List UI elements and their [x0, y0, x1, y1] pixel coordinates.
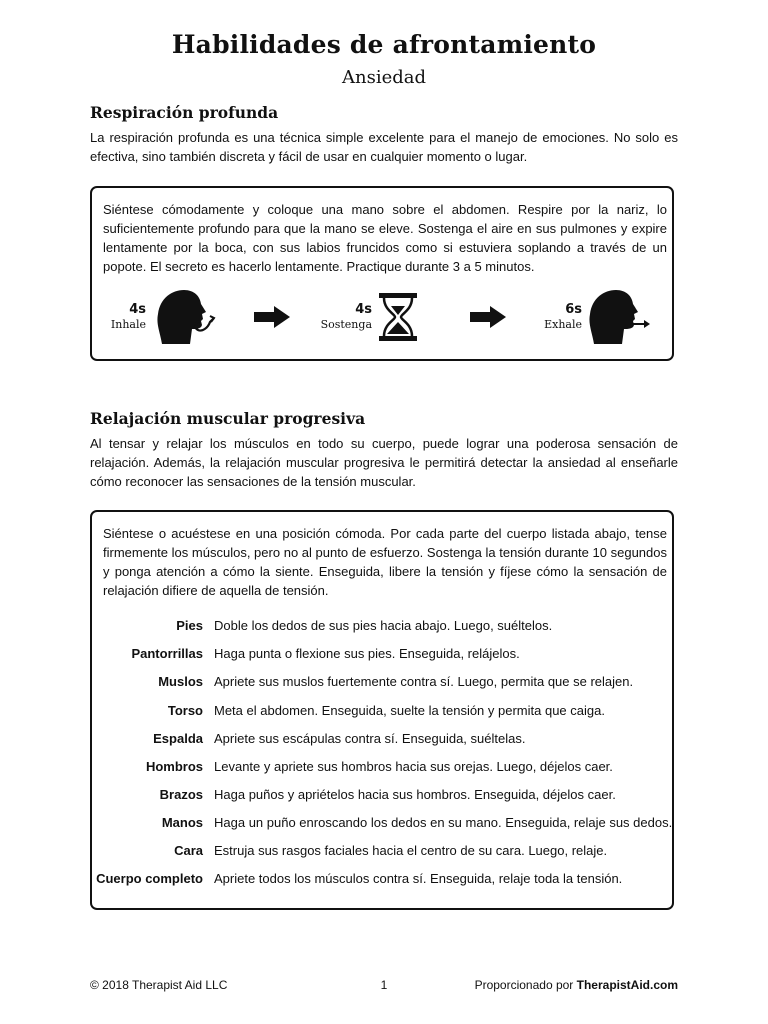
body-part: Pies [176, 618, 203, 633]
body-part-instruction: Estruja sus rasgos faciales hacia el centro de su cara. Luego, relaje. [214, 843, 608, 858]
body-part: Manos [161, 815, 203, 830]
muscle-relaxation-heading: Relajación muscular progresiva [90, 409, 366, 428]
body-part-instruction: Apriete sus muslos fuertemente contra sí. Luego, permita que se relajen. [214, 674, 634, 689]
table-row [92, 843, 676, 863]
breath-step-seconds: 4s [355, 302, 372, 317]
footer-provided-by [475, 978, 678, 992]
footer-page-number: 1 [380, 978, 388, 992]
body-part-instruction: Haga un puño enroscando los dedos en su mano. Enseguida, relaje sus dedos. [214, 815, 673, 830]
body-part-instruction: Haga punta o flexione sus pies. Enseguida, relájelos. [214, 646, 520, 661]
table-row [92, 731, 676, 751]
breath-step-label: Inhale [110, 318, 146, 331]
body-part: Espalda [153, 731, 203, 746]
body-part-instruction: Apriete sus escápulas contra sí. Enseguida, suéltelas. [214, 731, 526, 746]
breath-step-hold [318, 288, 422, 348]
body-part-instruction: Apriete todos los músculos contra sí. Enseguida, relaje toda la tensión. [214, 871, 623, 886]
table-row [92, 703, 676, 723]
footer-brand-link[interactable]: TherapistAid.com [576, 978, 678, 992]
head-inhale-icon [154, 288, 216, 346]
footer-provided-text: Proporcionado por [474, 978, 574, 992]
body-part: Pantorrillas [131, 646, 203, 661]
deep-breathing-box [90, 186, 674, 361]
breathing-steps [92, 288, 676, 348]
deep-breathing-instructions: Siéntese cómodamente y coloque una mano sobre el abdomen. Respire por la nariz, lo suficientemente profundo para que la mano se eleve. Sostenga el aire en sus pulmones y expire lentamente por la boca, con sus labios fruncidos como si estuviera soplando a través de un popote. El secreto es hacerlo lentamente. Practique durante 3 a 5 minutos. [103, 202, 667, 274]
muscle-relaxation-intro: Al tensar y relajar los músculos en todo su cuerpo, puede lograr una poderosa sensación de relajación. Además, la relajación muscular progresiva le permitirá detectar la ansiedad al enseñarle cómo reconocer las sensaciones de la tensión muscular. [90, 436, 678, 489]
body-part: Brazos [159, 787, 203, 802]
table-row [92, 646, 676, 666]
head-exhale-icon [586, 288, 652, 346]
breath-step-exhale [532, 288, 652, 348]
table-row [92, 815, 676, 835]
deep-breathing-intro: La respiración profunda es una técnica simple excelente para el manejo de emociones. No solo es efectiva, sino también discreta y fácil de usar en cualquier momento o lugar. [90, 130, 678, 164]
body-part-instruction: Haga puños y apriételos hacia sus hombros. Enseguida, déjelos caer. [214, 787, 616, 802]
deep-breathing-heading: Respiración profunda [90, 103, 279, 122]
body-part-instruction: Meta el abdomen. Enseguida, suelte la tensión y permita que caiga. [214, 703, 605, 718]
hourglass-icon [378, 292, 418, 342]
body-part-instruction: Doble los dedos de sus pies hacia abajo. Luego, suéltelos. [214, 618, 553, 633]
table-row [92, 674, 676, 694]
body-part: Torso [167, 703, 203, 718]
breath-step-inhale [106, 288, 216, 348]
breath-step-seconds: 6s [565, 302, 582, 317]
breath-step-label: Sostenga [320, 318, 372, 331]
table-row [92, 759, 676, 779]
body-part: Cuerpo completo [96, 871, 203, 886]
table-row [92, 618, 676, 638]
muscle-relaxation-box [90, 510, 674, 910]
page-subtitle: Ansiedad [341, 67, 426, 88]
breath-step-label: Exhale [544, 318, 582, 331]
muscle-relaxation-instructions: Siéntese o acuéstese en una posición cómoda. Por cada parte del cuerpo listada abajo, tense firmemente los músculos, pero no al punto de esfuerzo. Sostenga la tensión durante 10 segundos y ponga atención a cómo la siente. Enseguida, libere la tensión y fíjese cómo la sensación de relajación difiere de aquella de tensión. [103, 526, 667, 598]
footer-copyright: © 2018 Therapist Aid LLC [90, 978, 228, 992]
right-arrow-icon [254, 306, 290, 328]
body-part: Hombros [145, 759, 203, 774]
table-row [92, 787, 676, 807]
breath-step-seconds: 4s [129, 302, 146, 317]
body-part: Cara [174, 843, 203, 858]
page-title: Habilidades de afrontamiento [171, 30, 597, 59]
body-part-instruction: Levante y apriete sus hombros hacia sus orejas. Luego, déjelos caer. [214, 759, 613, 774]
right-arrow-icon [470, 306, 506, 328]
table-row [92, 871, 676, 891]
body-part: Muslos [158, 674, 203, 689]
